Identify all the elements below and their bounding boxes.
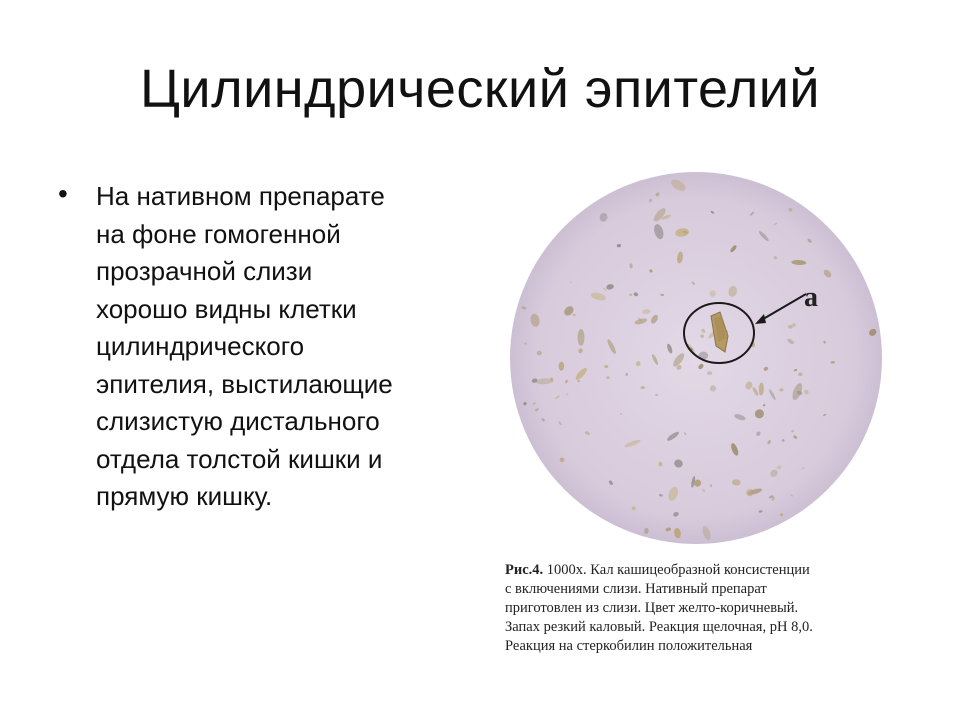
bullet-line: отдела толстой кишки и xyxy=(96,443,383,474)
caption-line: Реакция на стеркобилин положительная xyxy=(505,638,753,654)
bullet-line: на фоне гомогенной xyxy=(96,218,341,249)
bullet-line: прямую кишку. xyxy=(96,481,273,511)
bullet-line: прозрачной слизи xyxy=(96,256,313,286)
bullet-line: слизистую дистального xyxy=(96,406,380,436)
caption-line: с включениями слизи. Нативный препарат xyxy=(505,581,767,597)
caption-line: Запах резкий каловый. Реакция щелочная, рН 8,0. xyxy=(505,619,813,635)
figure-caption xyxy=(505,561,885,654)
caption-lead: Рис.4. xyxy=(505,562,544,578)
figure-label: а xyxy=(804,282,818,313)
slide-title: Цилиндрический эпителий xyxy=(139,59,821,119)
caption-text: 1000х. Кал кашицеобразной консистенции xyxy=(546,562,810,578)
bullet-marker: • xyxy=(58,178,68,209)
bullet-line: эпителия, выстилающие xyxy=(96,368,393,399)
caption-line: приготовлен из слизи. Цвет желто-коричневый. xyxy=(505,600,799,616)
micrograph-image xyxy=(506,166,886,550)
debris-particle xyxy=(578,329,585,346)
bullet-text xyxy=(96,178,496,516)
bullet-line: хорошо видны клетки xyxy=(96,293,357,324)
caption-line xyxy=(505,561,885,580)
bullet-line: цилиндрического xyxy=(96,331,305,361)
microscope-field xyxy=(510,172,882,544)
bullet-line: На нативном препарате xyxy=(96,181,385,211)
